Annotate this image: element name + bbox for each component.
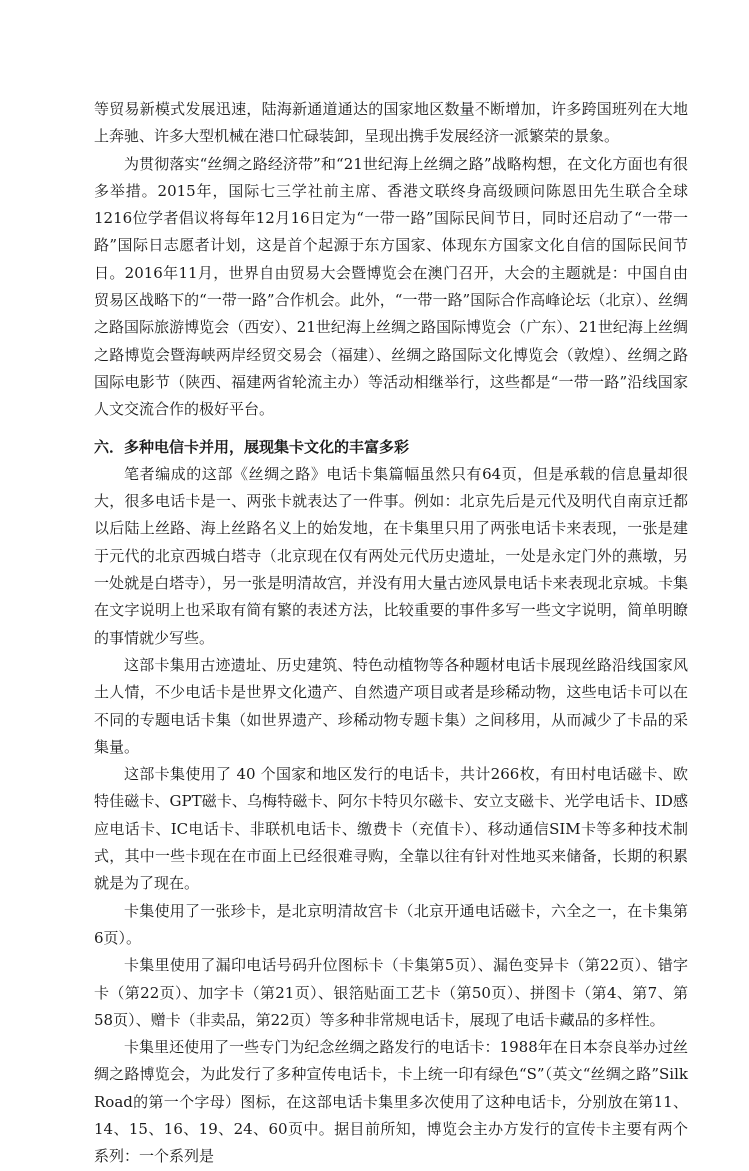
paragraph-card-themes: 这部卡集用古迹遗址、历史建筑、特色动植物等各种题材电话卡展现丝路沿线国家风土人情，不少电话卡是世界文化遗产、自然遗产项目或者是珍稀动物，这些电话卡可以在不同的专题电话卡集（如世界遗产、珍稀动物专题卡集）之间移用，从而减少了卡品的采集量。 xyxy=(94,655,688,756)
paragraph-commemorative-cards: 卡集里还使用了一些专门为纪念丝绸之路发行的电话卡：1988年在日本奈良举办过丝绸之路博览会，为此发行了多种宣传电话卡，卡上统一印有绿色“S”（英文“丝绸之路”Silk Road的第一个字母）图标，在这部电话卡集里多次使用了这种电话卡，分别放在第11、14、15、16、19、24、60页中。据目前所知，博览会主办方发行的宣传卡主要有两个系列：一个系列是 xyxy=(94,1038,688,1166)
paragraph-continuation: 等贸易新模式发展迅速，陆海新通道通达的国家地区数量不断增加，许多跨国班列在大地上奔驰、许多大型机械在港口忙碌装卸，呈现出携手发展经济一派繁荣的景象。 xyxy=(94,100,688,146)
document-page xyxy=(94,96,688,1171)
paragraph-unusual-cards: 卡集里使用了漏印电话号码升位图标卡（卡集第5页）、漏色变异卡（第22页）、错字卡（第22页）、加字卡（第21页）、银箔贴面工艺卡（第50页）、拼图卡（第4、第7、第58页）、赠卡（非卖品，第22页）等多种非常规电话卡，展现了电话卡藏品的多样性。 xyxy=(94,956,688,1029)
paragraph-card-album-info: 笔者编成的这部《丝绸之路》电话卡集篇幅虽然只有64页，但是承载的信息量却很大，很多电话卡是一、两张卡就表达了一件事。例如：北京先后是元代及明代自南京迁都以后陆上丝路、海上丝路名义上的始发地，在卡集里只用了两张电话卡来表现，一张是建于元代的北京西城白塔寺（北京现在仅有两处元代历史遗址，一处是永定门外的燕墩，另一处就是白塔寺），另一张是明清故宫，并没有用大量古迹风景电话卡来表现北京城。卡集在文字说明上也采取有简有繁的表述方法，比较重要的事件多写一些文字说明，简单明瞭的事情就少写些。 xyxy=(94,464,688,647)
section-heading: 六．多种电信卡并用，展现集卡文化的丰富多彩 xyxy=(94,437,410,456)
paragraph-card-types: 这部卡集使用了 40 个国家和地区发行的电话卡，共计266枚，有田村电话磁卡、欧特佳磁卡、GPT磁卡、乌梅特磁卡、阿尔卡特贝尔磁卡、安立支磁卡、光学电话卡、ID感应电话卡、IC电话卡、非联机电话卡、缴费卡（充值卡）、移动通信SIM卡等多种技术制式，其中一些卡现在在市面上已经很难寻购，全靠以往有针对性地买来储备，长期的积累就是为了现在。 xyxy=(94,765,688,893)
paragraph-rare-card: 卡集使用了一张珍卡，是北京明清故宫卡（北京开通电话磁卡，六全之一，在卡集第6页）。 xyxy=(94,901,688,947)
paragraph-culture-initiatives: 为贯彻落实“丝绸之路经济带”和“21世纪海上丝绸之路”战略构想，在文化方面也有很多举措。2015年，国际七三学社前主席、香港文联终身高级顾问陈恩田先生联合全球1216位学者倡议将每年12月16日定为“一带一路”国际民间节日，同时还启动了“一带一路”国际日志愿者计划，这是首个起源于东方国家、体现东方国家文化自信的国际民间节日。2016年11月，世界自由贸易大会暨博览会在澳门召开，大会的主题就是：中国自由贸易区战略下的“一带一路”合作机会。此外，“一带一路”国际合作高峰论坛（北京）、丝绸之路国际旅游博览会（西安）、21世纪海上丝绸之路国际博览会（广东）、21世纪海上丝绸之路博览会暨海峡两岸经贸交易会（福建）、丝绸之路国际文化博览会（敦煌）、丝绸之路国际电影节（陕西、福建两省轮流主办）等活动相继举行，这些都是“一带一路”沿线国家人文交流合作的极好平台。 xyxy=(94,154,688,419)
